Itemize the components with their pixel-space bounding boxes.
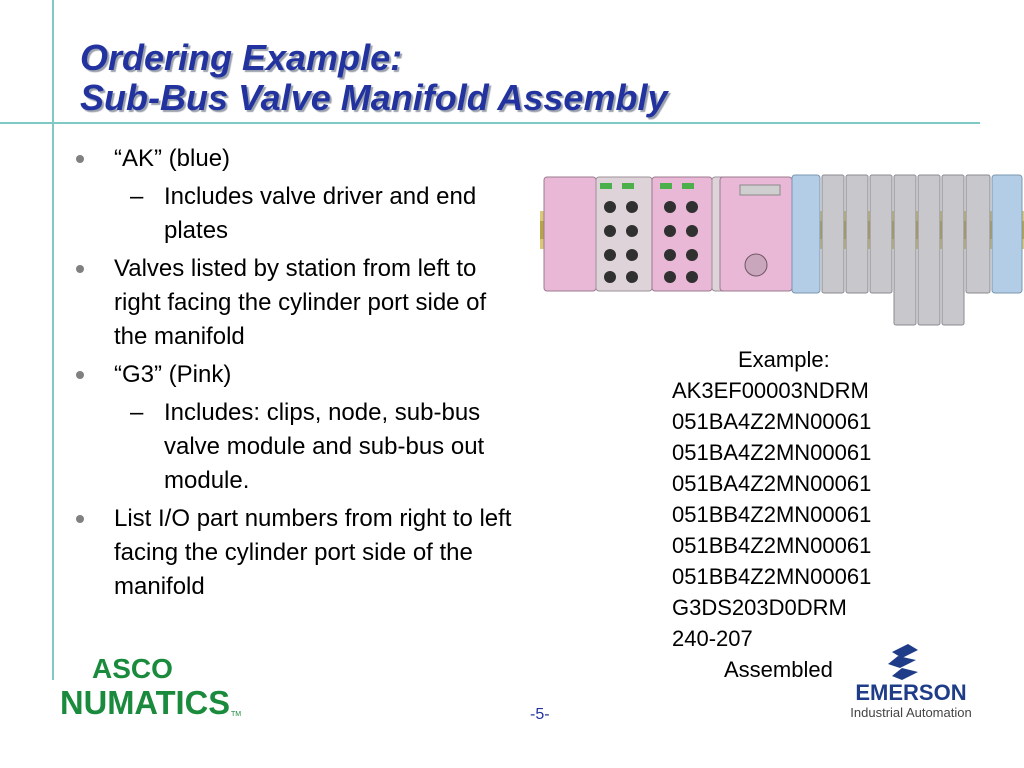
svg-text:EMERSON: EMERSON	[855, 680, 967, 705]
slide-title-line-1: Ordering Example:	[80, 37, 403, 78]
bullet-item	[76, 502, 516, 604]
part-number: 051BA4Z2MN00061	[672, 471, 872, 496]
bullet-item	[76, 142, 516, 176]
dash-icon: –	[130, 183, 144, 210]
bullet-text: Valves listed by station from left to right facing the cylinder port side of the manifold	[114, 255, 487, 350]
bullet-dot-icon	[76, 155, 84, 163]
page-number: -5-	[530, 706, 550, 723]
bullet-text: “AK” (blue)	[114, 145, 231, 172]
vertical-accent-line	[52, 0, 54, 680]
bullet-item	[76, 252, 516, 354]
bullet-text: List I/O part numbers from right to left facing the cylinder port side of the manifold	[114, 505, 512, 600]
sub-bullet-item	[76, 396, 516, 498]
example-part-list	[672, 344, 912, 685]
part-number: 051BB4Z2MN00061	[672, 533, 872, 558]
part-number: 240-207	[672, 626, 753, 651]
part-number: 051BB4Z2MN00061	[672, 502, 872, 527]
part-number: 051BA4Z2MN00061	[672, 440, 872, 465]
svg-text:Industrial Automation: Industrial Automation	[850, 705, 972, 720]
part-number: AK3EF00003NDRM	[672, 378, 869, 403]
part-number: G3DS203D0DRM	[672, 595, 847, 620]
svg-text:TM: TM	[231, 711, 242, 718]
bullet-item	[76, 358, 516, 392]
bullet-dot-icon	[76, 265, 84, 273]
emerson-logo	[836, 640, 986, 722]
sub-bullet-text: Includes: clips, node, sub-bus valve module and sub-bus out module.	[164, 399, 485, 494]
example-footer: Assembled	[724, 657, 833, 682]
bullet-text: “G3” (Pink)	[114, 361, 232, 388]
emerson-emblem-icon	[888, 644, 918, 680]
bullet-list	[76, 142, 516, 608]
asco-numatics-logo	[60, 652, 250, 718]
dash-icon: –	[130, 399, 144, 426]
svg-text:NUMATICS: NUMATICS	[60, 684, 230, 718]
valve-manifold-image	[540, 173, 1024, 328]
svg-text:ASCO: ASCO	[92, 653, 173, 684]
example-heading: Example:	[738, 347, 830, 372]
part-number: 051BA4Z2MN00061	[672, 409, 872, 434]
slide-title-line-2: Sub-Bus Valve Manifold Assembly	[80, 77, 668, 118]
bullet-dot-icon	[76, 371, 84, 379]
sub-bullet-text: Includes valve driver and end plates	[164, 183, 477, 244]
bullet-dot-icon	[76, 515, 84, 523]
sub-bullet-item	[76, 180, 516, 248]
horizontal-accent-line	[0, 122, 980, 124]
gray-valves	[822, 175, 990, 325]
slide-title	[80, 38, 667, 118]
part-number: 051BB4Z2MN00061	[672, 564, 872, 589]
